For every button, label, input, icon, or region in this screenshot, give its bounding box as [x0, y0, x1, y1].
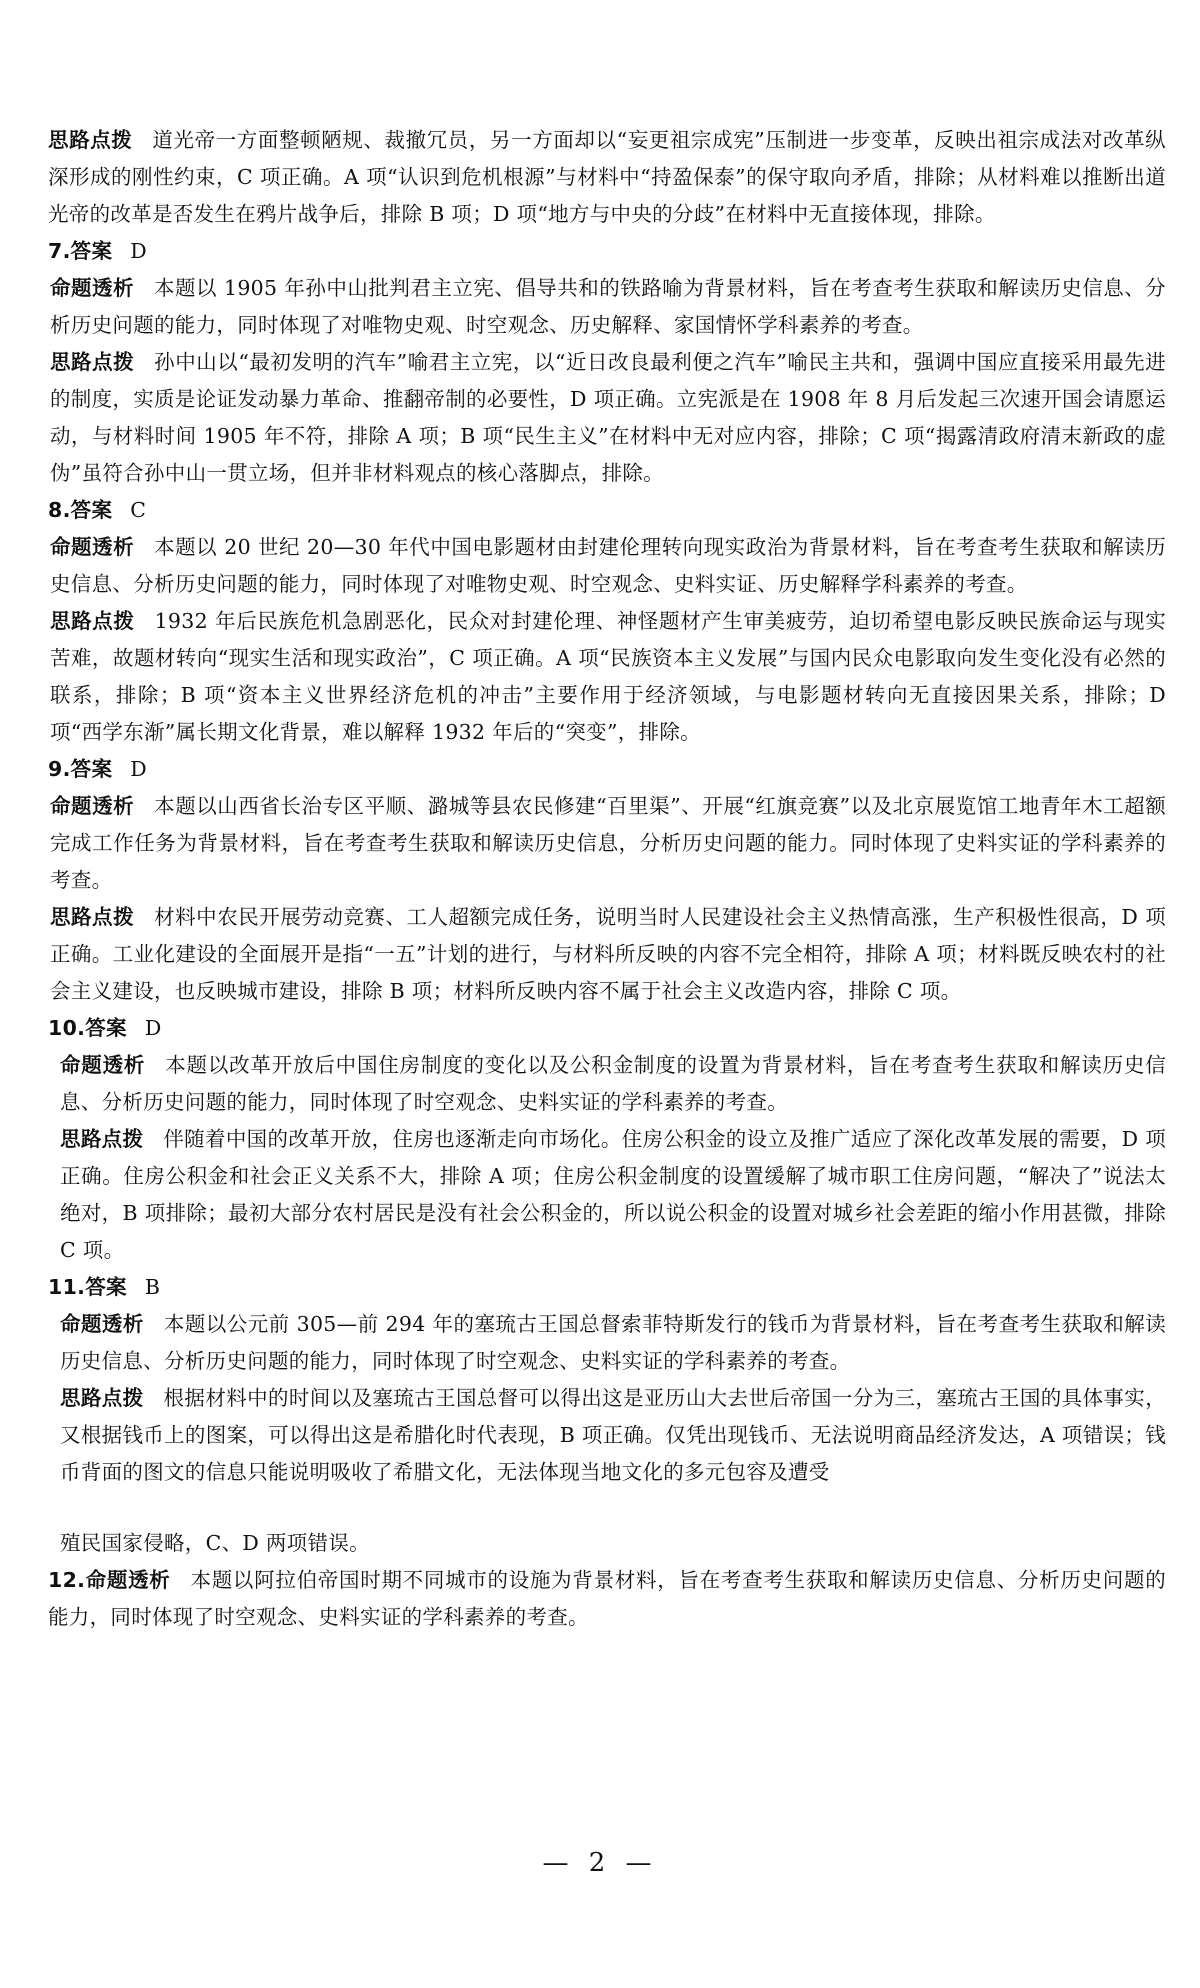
intro-label: 命题透析: [60, 1312, 144, 1336]
q12-block: [48, 1562, 1166, 1636]
intro-text: 本题以 1905 年孙中山批判君主立宪、倡导共和的铁路喻为背景材料，旨在考查考生获取和解读历史信息、分析历史问题的能力，同时体现了对唯物史观、时空观念、历史解释、家国情怀学科素养的考查。: [50, 276, 1166, 337]
q12-intro: [48, 1562, 1166, 1636]
q9-block: [48, 751, 1166, 1010]
thinking-text: 1932 年后民族危机急剧恶化，民众对封建伦理、神怪题材产生审美疲劳，迫切希望电影反映民族命运与现实苦难，故题材转向“现实生活和现实政治”，C 项正确。A 项“民族资本主义发展”与国内民众电影取向发生变化没有必然的联系，排除；B 项“资本主义世界经济危机的冲击”主要作用于经济领域，与电影题材转向无直接因果关系，排除；D 项“西学东渐”属长期文化背景，难以解释 1932 年后的“突变”，排除。: [50, 609, 1166, 744]
page-gap: [48, 1491, 1166, 1525]
q10-block: [48, 1010, 1166, 1269]
q9-intro: [48, 788, 1166, 899]
intro-text: 本题以公元前 305—前 294 年的塞琉古王国总督索菲特斯发行的钱币为背景材料，旨在考查考生获取和解读历史信息、分析历史问题的能力，同时体现了时空观念、史料实证的学科素养的考查。: [60, 1312, 1167, 1373]
answer-label: 答案: [70, 757, 113, 781]
intro-text: 本题以改革开放后中国住房制度的变化以及公积金制度的设置为背景材料，旨在考查考生获取和解读历史信息、分析历史问题的能力，同时体现了时空观念、史料实证的学科素养的考查。: [60, 1053, 1166, 1114]
question-number: 9.: [48, 757, 71, 781]
q10-thinking: [48, 1121, 1166, 1269]
q10-answer-line: [48, 1010, 1166, 1047]
thinking-text: 伴随着中国的改革开放，住房也逐渐走向市场化。住房公积金的设立及推广适应了深化改革发展的需要，D 项正确。住房公积金和社会正义关系不大，排除 A 项；住房公积金制度的设置缓解了城市职工住房问题，“解决了”说法太绝对，B 项排除；最初大部分农村居民是没有社会公积金的，所以说公积金的设置对城乡社会差距的缩小作用甚微，排除 C 项。: [60, 1127, 1167, 1262]
q11-answer-line: [48, 1269, 1166, 1306]
answer-label: 答案: [85, 1275, 127, 1299]
intro-text: 本题以阿拉伯帝国时期不同城市的设施为背景材料，旨在考查考生获取和解读历史信息、分析历史问题的能力，同时体现了时空观念、史料实证的学科素养的考查。: [48, 1568, 1166, 1629]
question-number: 10.: [48, 1016, 86, 1040]
q10-intro: [48, 1047, 1166, 1121]
q7-thinking: [48, 344, 1166, 492]
page-number: — 2 —: [542, 1848, 658, 1878]
q8-thinking: [48, 603, 1166, 751]
intro-label: 命题透析: [50, 535, 135, 559]
intro-text: 本题以山西省长治专区平顺、潞城等县农民修建“百里渠”、开展“红旗竞赛”以及北京展览馆工地青年木工超额完成工作任务为背景材料，旨在考查考生获取和解读历史信息，分析历史问题的能力。同时体现了史料实证的学科素养的考查。: [50, 794, 1166, 892]
answer-label: 答案: [70, 239, 113, 263]
q7-block: [48, 233, 1166, 492]
q8-block: [48, 492, 1166, 751]
answer-value: D: [130, 757, 148, 781]
question-number: 11.: [48, 1275, 86, 1299]
thinking-text: 孙中山以“最初发明的汽车”喻君主立宪，以“近日改良最利便之汽车”喻民主共和，强调中国应直接采用最先进的制度，实质是论证发动暴力革命、推翻帝制的必要性，D 项正确。立宪派是在 1908 年 8 月后发起三次速开国会请愿运动，与材料时间 1905 年不符，排除 A 项；B 项“民生主义”在材料中无对应内容，排除；C 项“揭露清政府清末新政的虚伪”虽符合孙中山一贯立场，但并非材料观点的核心落脚点，排除。: [50, 350, 1166, 485]
thinking-label: 思路点拨: [50, 350, 135, 374]
answer-label: 答案: [85, 1016, 127, 1040]
thinking-label: 思路点拨: [48, 128, 133, 152]
page-content: [48, 122, 1166, 1636]
intro-label: 命题透析: [60, 1053, 146, 1077]
q11-intro: [48, 1306, 1166, 1380]
q7-answer-line: [48, 233, 1166, 270]
q6-block: [48, 122, 1166, 233]
q8-intro: [48, 529, 1166, 603]
q11-continuation: [48, 1525, 1166, 1562]
q9-thinking: [48, 899, 1166, 1010]
thinking-label: 思路点拨: [60, 1386, 144, 1410]
q7-intro: [48, 270, 1166, 344]
thinking-label: 思路点拨: [50, 609, 135, 633]
thinking-text: 根据材料中的时间以及塞琉古王国总督可以得出这是亚历山大去世后帝国一分为三，塞琉古王国的具体事实，又根据钱币上的图案，可以得出这是希腊化时代表现，B 项正确。仅凭出现钱币、无法说明商品经济发达，A 项错误；钱币背面的图文的信息只能说明吸收了希腊文化，无法体现当地文化的多元包容及遭受: [60, 1386, 1166, 1484]
q8-answer-line: [48, 492, 1166, 529]
thinking-label: 思路点拨: [50, 905, 135, 929]
intro-text: 本题以 20 世纪 20—30 年代中国电影题材由封建伦理转向现实政治为背景材料，旨在考查考生获取和解读历史信息、分析历史问题的能力，同时体现了对唯物史观、时空观念、史料实证、历史解释学科素养的考查。: [50, 535, 1167, 596]
question-number: 8.: [48, 498, 71, 522]
intro-label: 命题透析: [50, 794, 135, 818]
q11-block: [48, 1269, 1166, 1562]
answer-label: 答案: [70, 498, 113, 522]
answer-value: D: [144, 1016, 162, 1040]
q6-thinking: [48, 122, 1166, 233]
answer-value: B: [144, 1275, 161, 1299]
q11-thinking: [48, 1380, 1166, 1491]
intro-label: 命题透析: [85, 1568, 171, 1592]
answer-value: D: [130, 239, 148, 263]
question-number: 7.: [48, 239, 71, 263]
thinking-text: 材料中农民开展劳动竞赛、工人超额完成任务，说明当时人民建设社会主义热情高涨，生产积极性很高，D 项正确。工业化建设的全面展开是指“一五”计划的进行，与材料所反映的内容不完全相符，排除 A 项；材料既反映农村的社会主义建设，也反映城市建设，排除 B 项；材料所反映内容不属于社会主义改造内容，排除 C 项。: [50, 905, 1167, 1003]
continuation-text: 殖民国家侵略，C、D 两项错误。: [60, 1531, 370, 1555]
thinking-label: 思路点拨: [60, 1127, 144, 1151]
thinking-text: 道光帝一方面整顿陋规、裁撤冗员，另一方面却以“妄更祖宗成宪”压制进一步变革，反映出祖宗成法对改革纵深形成的刚性约束，C 项正确。A 项“认识到危机根源”与材料中“持盈保泰”的保守取向矛盾，排除；从材料难以推断出道光帝的改革是否发生在鸦片战争后，排除 B 项；D 项“地方与中央的分歧”在材料中无直接体现，排除。: [48, 128, 1166, 226]
q9-answer-line: [48, 751, 1166, 788]
answer-value: C: [130, 498, 147, 522]
question-number: 12.: [48, 1568, 86, 1592]
intro-label: 命题透析: [50, 276, 134, 300]
